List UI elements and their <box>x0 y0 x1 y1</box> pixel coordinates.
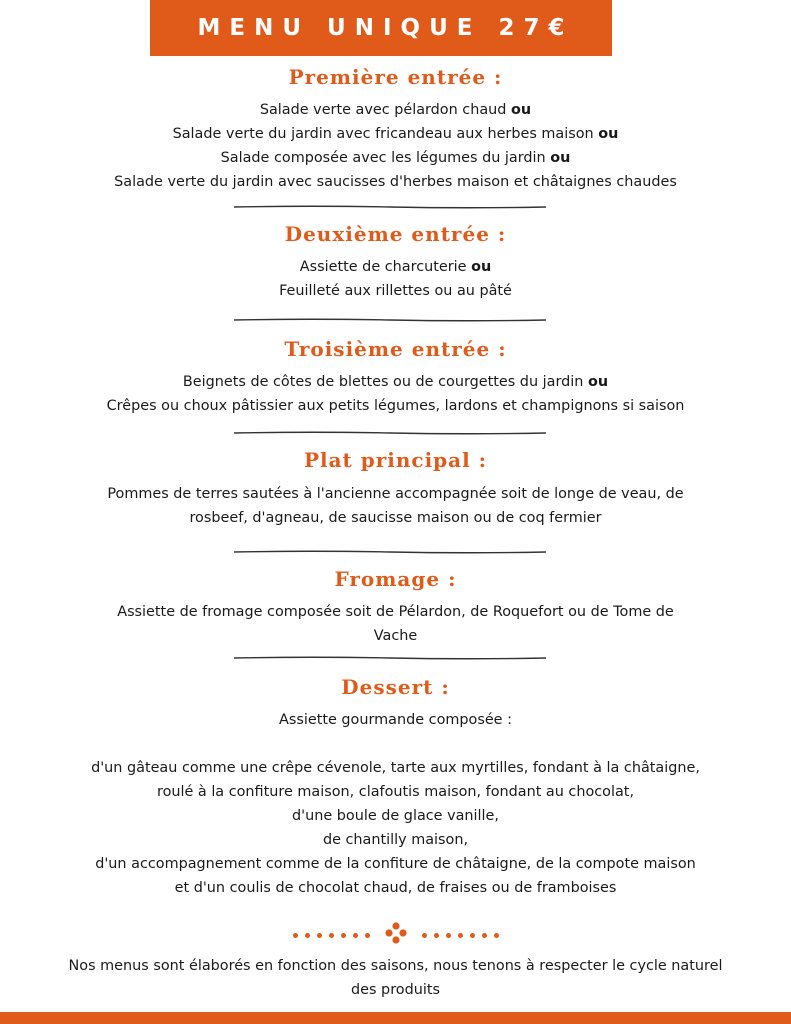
dot-icon <box>365 933 370 938</box>
dot-icon <box>293 933 298 938</box>
menu-line: et d'un coulis de chocolat chaud, de fraises ou de framboises <box>174 880 617 896</box>
section-fromage <box>0 566 791 648</box>
menu-line: Salade verte du jardin avec fricandeau aux herbes maison ou <box>172 126 619 142</box>
section-deuxieme-entree <box>0 221 791 303</box>
dot-icon <box>305 933 310 938</box>
section-heading: Fromage : <box>334 567 457 591</box>
divider <box>234 205 546 209</box>
footer-line: des produits <box>351 982 440 998</box>
menu-line-blank <box>0 732 791 756</box>
bottom-bar <box>0 1012 791 1024</box>
section-dessert <box>0 674 791 900</box>
section-plat-principal <box>0 447 791 530</box>
dot-icon <box>353 933 358 938</box>
menu-line: Vache <box>373 628 418 644</box>
divider <box>234 431 546 435</box>
section-premiere-entree <box>0 64 791 194</box>
flower-ornament-icon <box>384 921 408 949</box>
section-heading: Première entrée : <box>288 65 503 89</box>
menu-line: de chantilly maison, <box>322 832 469 848</box>
divider <box>234 550 546 554</box>
ornament-divider <box>0 920 791 950</box>
dot-icon <box>329 933 334 938</box>
menu-line: Salade verte du jardin avec saucisses d'herbes maison et châtaignes chaudes <box>114 174 677 190</box>
dot-icon <box>317 933 322 938</box>
section-heading: Dessert : <box>341 675 450 699</box>
divider <box>234 656 546 660</box>
menu-line: Feuilleté aux rillettes ou au pâté <box>279 283 512 299</box>
dot-row-right <box>422 933 499 938</box>
title-banner <box>150 0 612 56</box>
menu-line: d'un gâteau comme une crêpe cévenole, tarte aux myrtilles, fondant à la châtaigne, <box>91 760 700 776</box>
dot-icon <box>458 933 463 938</box>
menu-line: Crêpes ou choux pâtissier aux petits légumes, lardons et champignons si saison <box>106 398 685 414</box>
dot-icon <box>482 933 487 938</box>
menu-line: Assiette gourmande composée : <box>279 712 512 728</box>
section-heading: Troisième entrée : <box>284 337 507 361</box>
dot-icon <box>494 933 499 938</box>
section-heading: Plat principal : <box>303 448 488 472</box>
dot-icon <box>341 933 346 938</box>
menu-line: Beignets de côtes de blettes ou de courgettes du jardin ou <box>182 374 609 390</box>
menu-line: Salade verte avec pélardon chaud ou <box>259 102 532 118</box>
menu-line: d'une boule de glace vanille, <box>292 808 499 824</box>
dot-icon <box>470 933 475 938</box>
menu-line: Pommes de terres sautées à l'ancienne accompagnée soit de longe de veau, de <box>107 486 684 502</box>
menu-line: rosbeef, d'agneau, de saucisse maison ou de coq fermier <box>189 510 602 526</box>
menu-title: MENU UNIQUE 27€ <box>197 15 574 41</box>
dot-icon <box>446 933 451 938</box>
dot-icon <box>434 933 439 938</box>
footer-note <box>0 954 791 1002</box>
section-heading: Deuxième entrée : <box>284 222 507 246</box>
menu-line: roulé à la confiture maison, clafoutis maison, fondant au chocolat, <box>156 784 635 800</box>
dot-row-left <box>293 933 370 938</box>
section-troisieme-entree <box>0 336 791 418</box>
menu-line: Assiette de charcuterie ou <box>299 259 492 275</box>
divider <box>234 318 546 322</box>
menu-line: Salade composée avec les légumes du jardin ou <box>220 150 571 166</box>
footer-line: Nos menus sont élaborés en fonction des saisons, nous tenons à respecter le cycle naturel <box>68 958 723 974</box>
menu-line: Assiette de fromage composée soit de Pélardon, de Roquefort ou de Tome de <box>117 604 674 620</box>
dot-icon <box>422 933 427 938</box>
menu-line: d'un accompagnement comme de la confiture de châtaigne, de la compote maison <box>95 856 696 872</box>
